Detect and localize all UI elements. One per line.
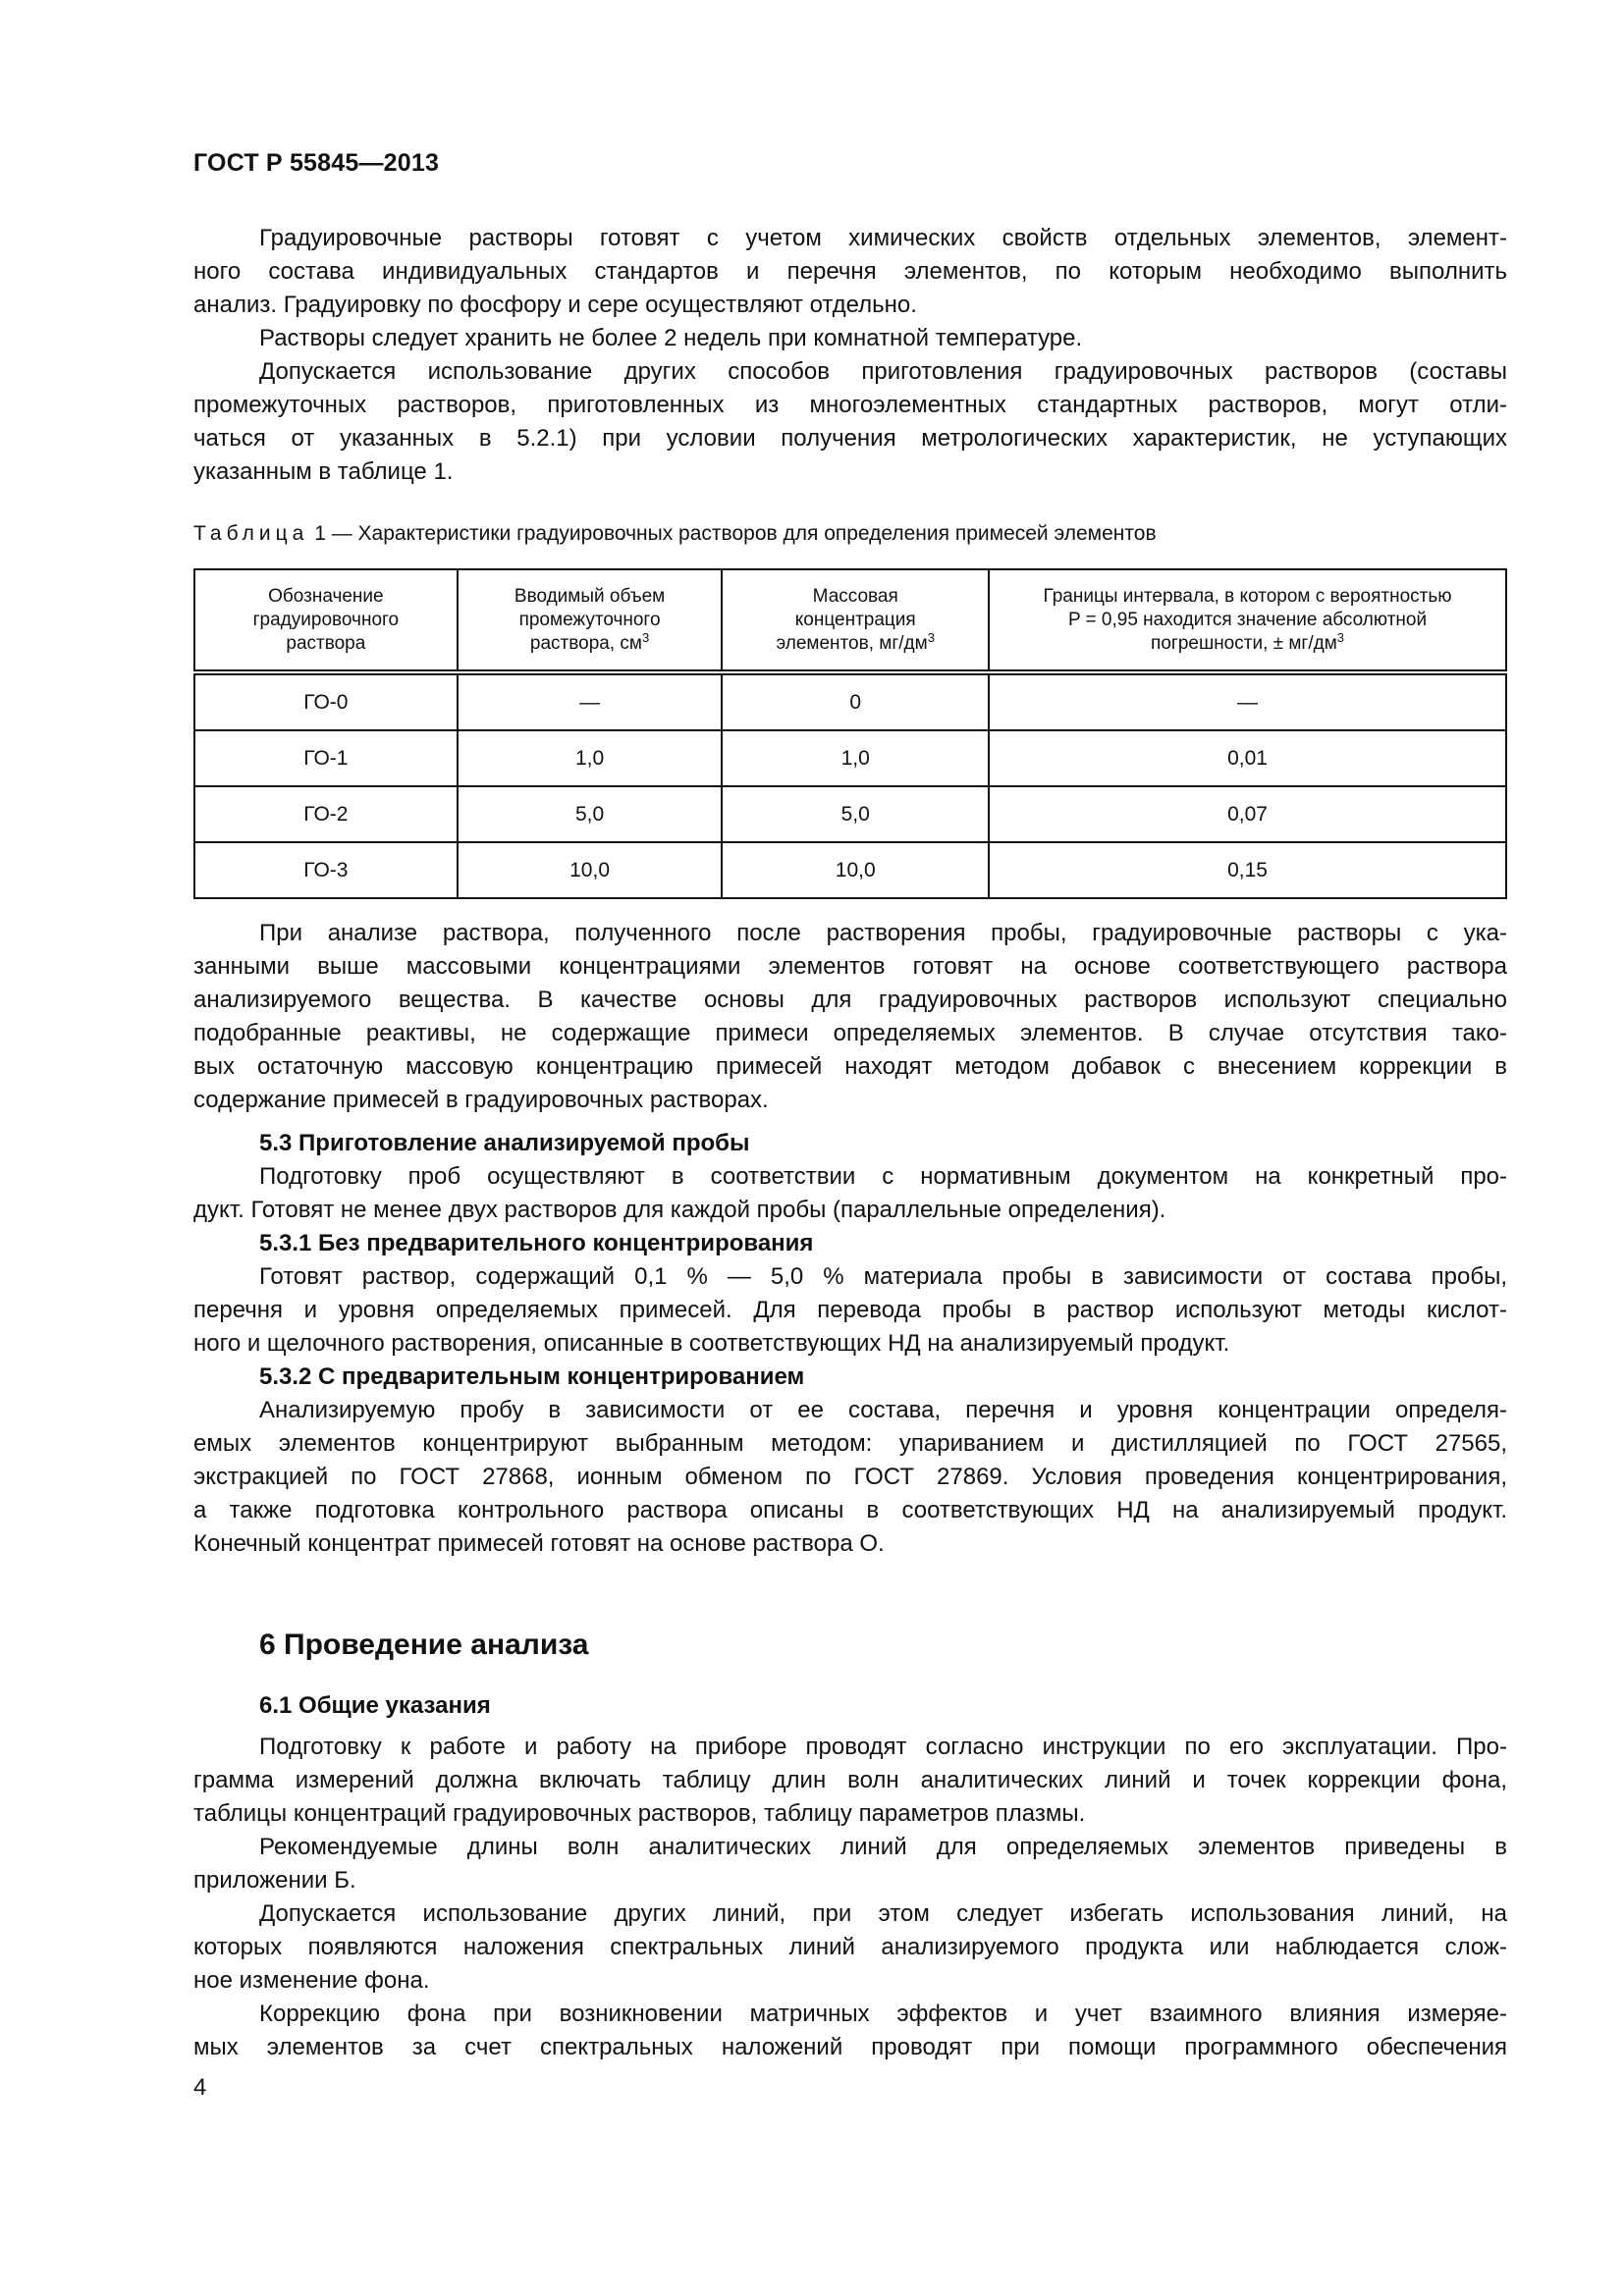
paragraph-line: Готовят раствор, содержащий 0,1 % — 5,0 % материала пробы в зависимости от состава пробы, (259, 1263, 1507, 1290)
table-caption-number: 1 (314, 522, 326, 545)
paragraph-line: экстракцией по ГОСТ 27868, ионным обменом по ГОСТ 27869. Условия проведения концентрирования, (193, 1464, 1507, 1490)
cell-error: 0,01 (989, 730, 1506, 786)
cell-concentration: 10,0 (722, 842, 989, 898)
section-6-1 (193, 1689, 1507, 1723)
cell-error: 0,07 (989, 786, 1506, 842)
header-volume: Вводимый объем промежуточного раствора, $см^3$ (458, 569, 723, 672)
paragraph-line: Конечный концентрат примесей готовят на основе раствора О. (193, 1530, 885, 1557)
table-row (194, 842, 1506, 898)
paragraph-line: перечня и уровня определяемых примесей. Для перевода пробы в раствор используют методы кислот- (193, 1297, 1507, 1323)
paragraph-line: Допускается использование других линий, при этом следует избегать использования линий, на (259, 1900, 1507, 1927)
paragraph-line: вых остаточную массовую концентрацию примесей находят методом добавок с внесением коррекции в (193, 1053, 1507, 1080)
paragraph-line: ное изменение фона. (193, 1967, 430, 1994)
paragraph-line: Подготовку к работе и работу на приборе проводят согласно инструкции по его эксплуатации. Про- (259, 1734, 1507, 1760)
table-caption (193, 519, 1507, 549)
header-mass-concentration: Массовая концентрация элементов, $мг/дм^3$ (722, 569, 989, 672)
cell-concentration: 1,0 (722, 730, 989, 786)
paragraph-line: мых элементов за счет спектральных наложений проводят при помощи программного обеспечения (193, 2034, 1507, 2060)
subsection-heading: 5.3.1 Без предварительного концентрирования (259, 1230, 814, 1256)
paragraph-line: емых элементов концентрируют выбранным методом: упариванием и дистилляцией по ГОСТ 27565, (193, 1430, 1507, 1457)
paragraph-line: занными выше массовыми концентрациями элементов готовят на основе соответствующего раствора (193, 953, 1507, 980)
paragraph-line: ного состава индивидуальных стандартов и перечня элементов, по которым необходимо выполнить (193, 258, 1507, 285)
document-id-header: ГОСТ Р 55845—2013 (193, 149, 440, 177)
section-heading: 5.3 Приготовление анализируемой пробы (259, 1130, 750, 1156)
table-caption-prefix: Таблица (193, 522, 309, 545)
cell-designation: ГО-1 (194, 730, 458, 786)
paragraph-line: грамма измерений должна включать таблицу длин волн аналитических линий и точек коррекции фона, (193, 1767, 1507, 1793)
subsection-heading: 5.3.2 С предварительным концентрированием (259, 1363, 805, 1390)
header-designation: Обозначение градуировочного раствора (194, 569, 458, 672)
paragraph-line: ного и щелочного растворения, описанные в соответствующих НД на анализируемый продукт. (193, 1330, 1230, 1357)
paragraph-line: анализ. Градуировку по фосфору и сере осуществляют отдельно. (193, 292, 917, 318)
table-row (194, 786, 1506, 842)
header-error-interval: Границы интервала, в котором с вероятностью P = 0,95 находится значение абсолютной погрешности, ± $мг/дм^3$ (989, 569, 1506, 672)
paragraph-line: а также подготовка контрольного раствора описаны в соответствующих НД на анализируемый продукт. (193, 1497, 1507, 1523)
cell-concentration: 5,0 (722, 786, 989, 842)
paragraph-line: промежуточных растворов, приготовленных из многоэлементных стандартных растворов, могут отли- (193, 392, 1507, 418)
page-number: 4 (193, 2074, 207, 2101)
paragraph-line: Анализируемую пробу в зависимости от ее состава, перечня и уровня концентрации определя- (259, 1397, 1507, 1423)
cell-concentration: 0 (722, 672, 989, 730)
cell-error: — (989, 672, 1506, 730)
paragraph-line: Растворы следует хранить не более 2 недель при комнатной температуре. (259, 325, 1083, 351)
paragraph-line: Градуировочные растворы готовят с учетом химических свойств отдельных элементов, элемент- (259, 225, 1507, 251)
chapter-heading: 6 Проведение анализа (259, 1629, 589, 1661)
section-6 (193, 1626, 1507, 1665)
section-5-3 (193, 1127, 1507, 1160)
cell-error: 0,15 (989, 842, 1506, 898)
paragraph-line: содержание примесей в градуировочных растворах. (193, 1087, 769, 1113)
paragraph-line: подобранные реактивы, не содержащие примеси определяемых элементов. В случае отсутствия тако- (193, 1020, 1507, 1046)
paragraph-line: чаться от указанных в 5.2.1) при условии получения метрологических характеристик, не уступающих (193, 425, 1507, 452)
cell-volume: 1,0 (458, 730, 723, 786)
paragraph-line: Подготовку проб осуществляют в соответствии с нормативным документом на конкретный про- (259, 1163, 1507, 1190)
paragraph-line: Коррекцию фона при возникновении матричных эффектов и учет взаимного влияния измеряе- (259, 2001, 1507, 2027)
cell-designation: ГО-3 (194, 842, 458, 898)
paragraph-line: При анализе раствора, полученного после растворения пробы, градуировочные растворы с ука- (259, 920, 1507, 946)
section-5-3-body (193, 1160, 1507, 1561)
paragraph-line: которых появляются наложения спектральных линий анализируемого продукта или наблюдается слож- (193, 1934, 1507, 1960)
section-6-1-body (193, 1731, 1507, 2064)
after-table-paragraph (193, 917, 1507, 1117)
section-5-2-continued (193, 222, 1507, 489)
table-row (194, 672, 1506, 730)
cell-volume: — (458, 672, 723, 730)
section-heading: 6.1 Общие указания (259, 1692, 491, 1719)
paragraph-line: анализируемого вещества. В качестве основы для градуировочных растворов используют специально (193, 987, 1507, 1013)
paragraph-line: Рекомендуемые длины волн аналитических линий для определяемых элементов приведены в (259, 1834, 1507, 1860)
cell-designation: ГО-0 (194, 672, 458, 730)
cell-volume: 10,0 (458, 842, 723, 898)
paragraph-line: указанным в таблице 1. (193, 458, 454, 485)
table-row (194, 730, 1506, 786)
cell-designation: ГО-2 (194, 786, 458, 842)
cell-volume: 5,0 (458, 786, 723, 842)
paragraph-line: дукт. Готовят не менее двух растворов для каждой пробы (параллельные определения). (193, 1197, 1166, 1223)
paragraph-line: таблицы концентраций градуировочных растворов, таблицу параметров плазмы. (193, 1800, 1086, 1827)
table-caption-text: — Характеристики градуировочных растворов для определения примесей элементов (331, 522, 1157, 545)
calibration-solutions-table (193, 568, 1507, 899)
table-header-row (194, 569, 1506, 672)
paragraph-line: приложении Б. (193, 1867, 356, 1894)
paragraph-line: Допускается использование других способов приготовления градуировочных растворов (составы (259, 358, 1507, 385)
